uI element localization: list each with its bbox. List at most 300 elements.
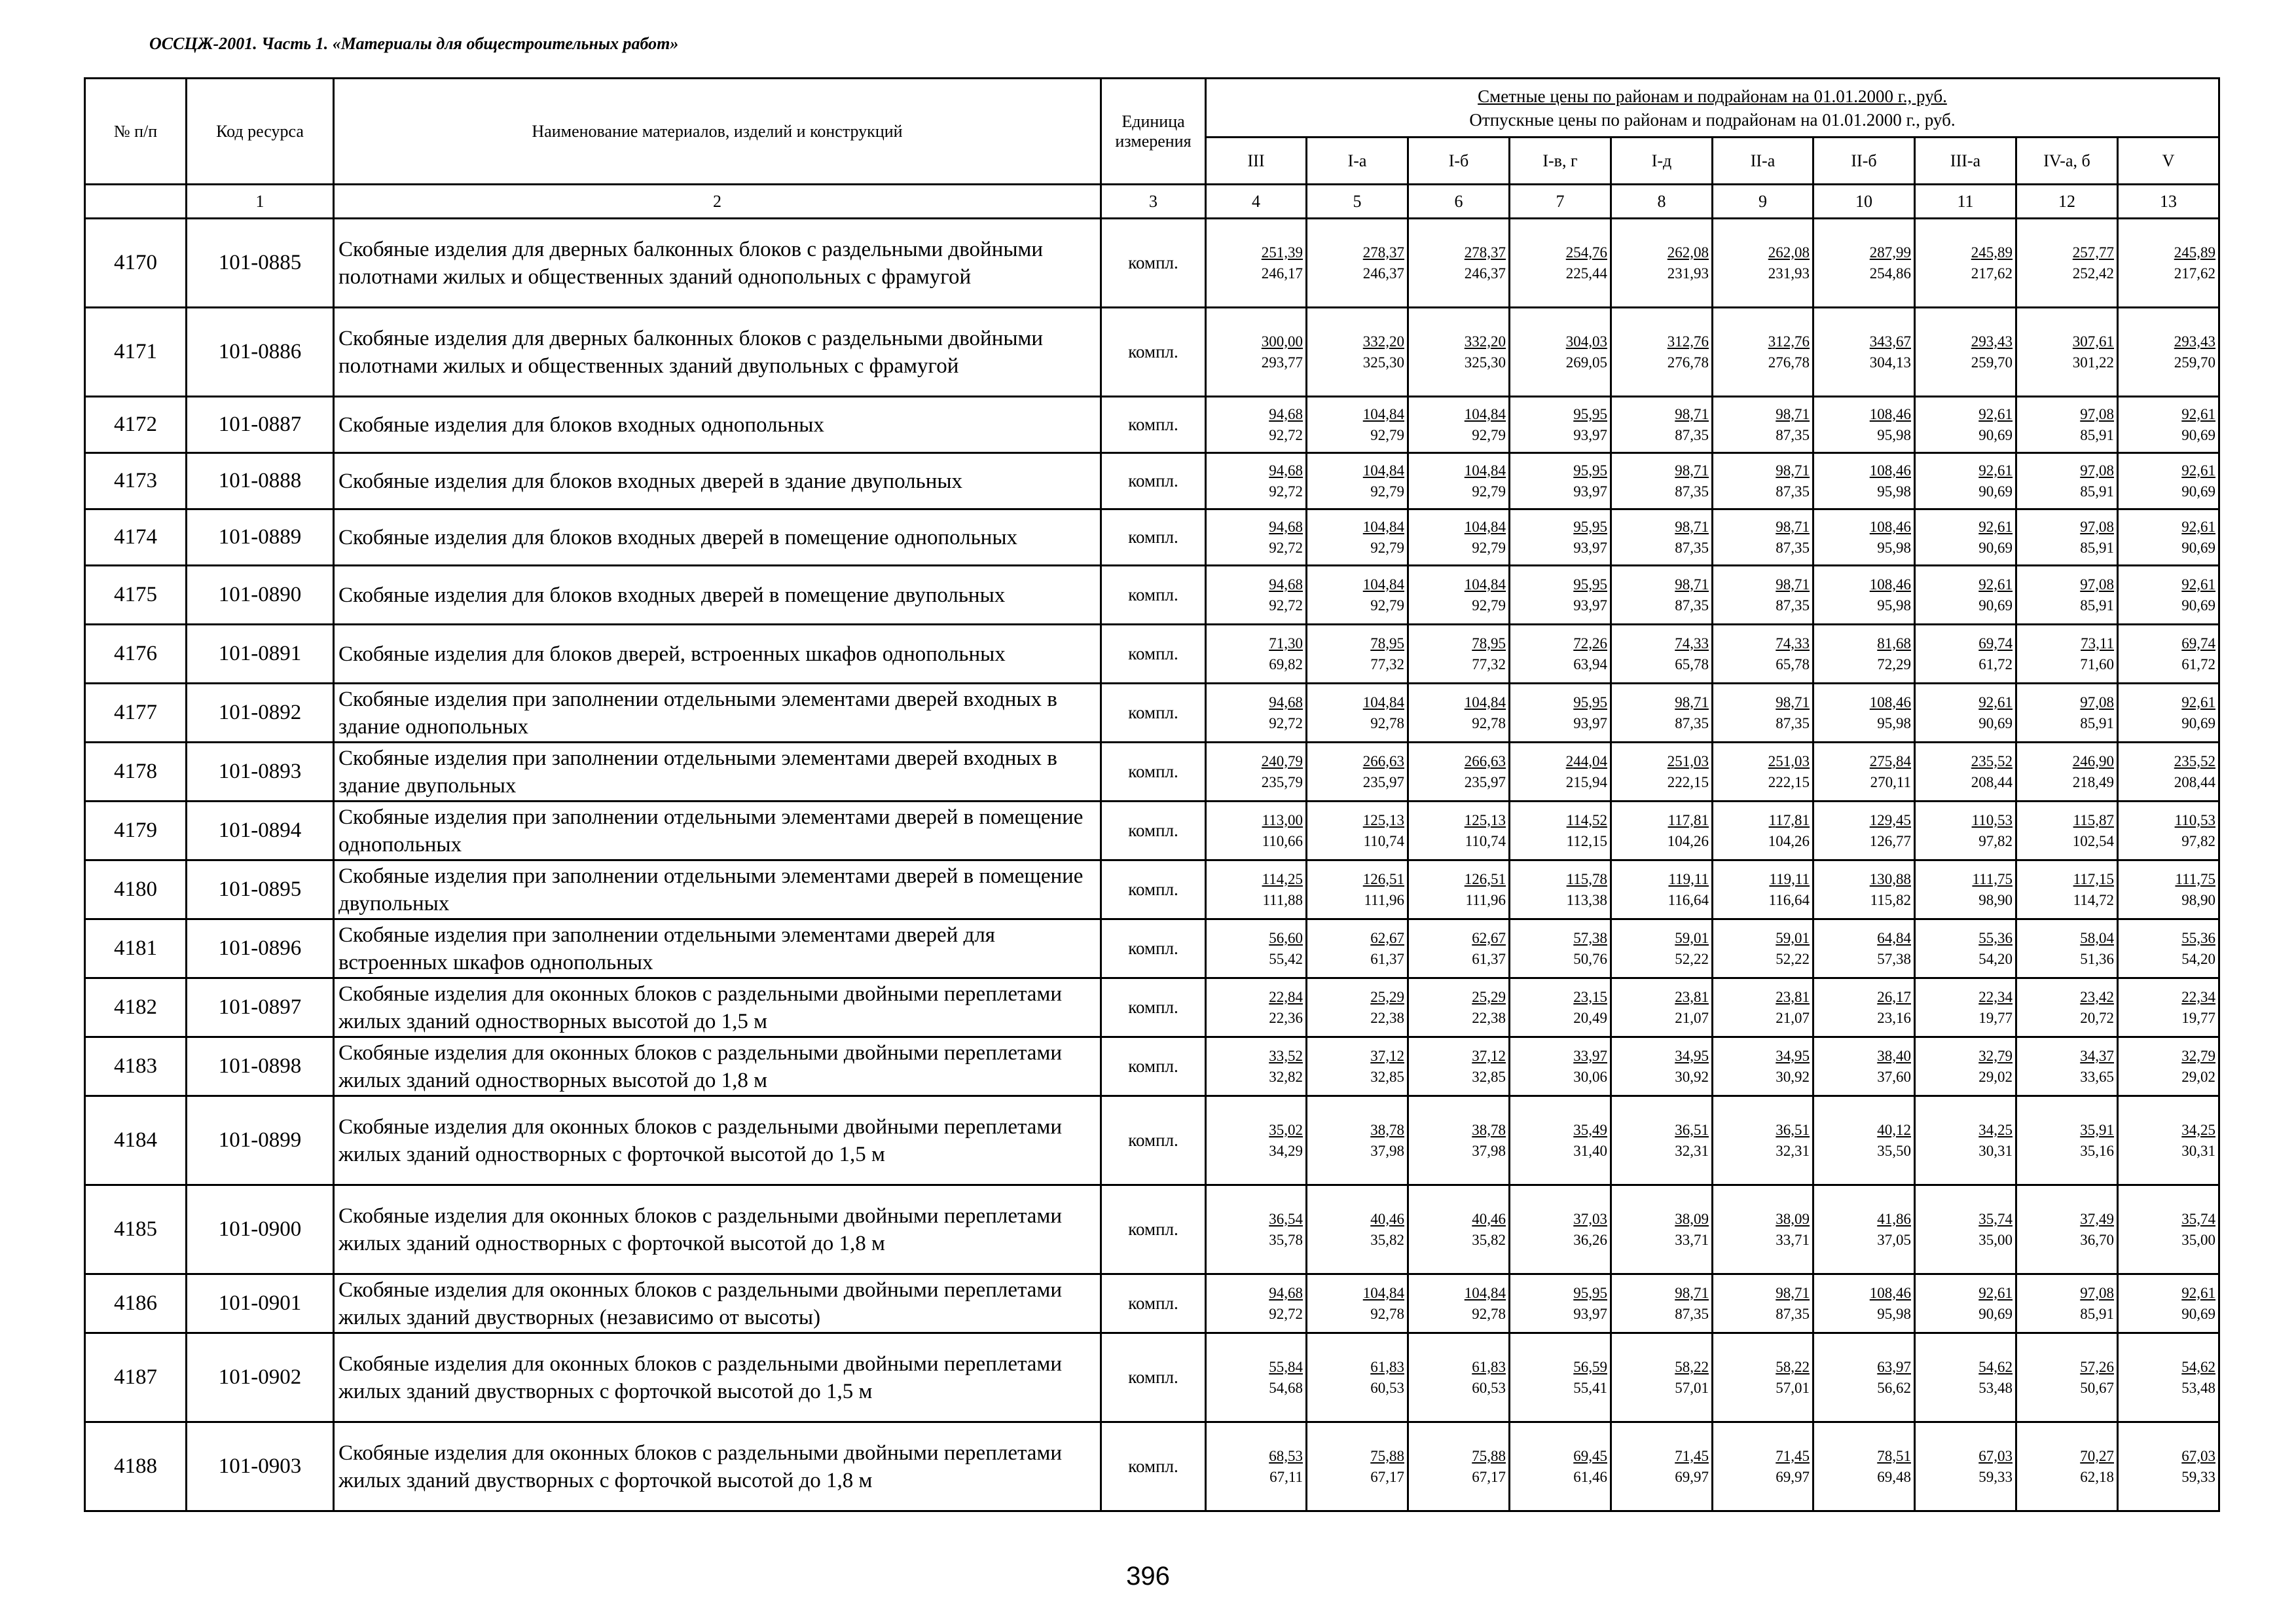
price-cell [2118,919,2219,978]
release-price: 33,71 [1675,1231,1709,1248]
estimate-price: 55,84 [1269,1358,1303,1375]
release-price: 87,35 [1776,1305,1810,1322]
price-cell [1915,1037,2016,1096]
release-price: 90,69 [1978,426,2013,443]
row-number: 4177 [85,684,187,743]
price-cell [1510,566,1611,625]
release-price: 87,35 [1776,483,1810,500]
estimate-price: 92,61 [1978,1284,2013,1301]
estimate-price: 110,53 [2174,811,2215,828]
price-cell [1510,978,1611,1037]
estimate-price: 98,71 [1776,576,1810,593]
price-cell [1307,1274,1408,1333]
material-name: Скобяные изделия для блоков входных дверей в помещение однопольных [334,509,1101,566]
release-price: 217,62 [2174,265,2215,282]
row-number: 4174 [85,509,187,566]
release-price: 92,79 [1370,483,1404,500]
column-number: 3 [1101,185,1206,219]
price-cell [1713,1422,1813,1511]
release-price: 61,72 [1978,655,2013,673]
price-cell [1307,743,1408,802]
price-cell [1915,219,2016,308]
release-price: 69,97 [1776,1468,1810,1485]
price-cell [1408,1422,1510,1511]
estimate-price: 56,60 [1269,929,1303,946]
estimate-price: 240,79 [1261,752,1303,769]
price-cell [1813,453,1915,509]
estimate-price: 92,61 [2181,462,2215,479]
price-cell [1408,566,1510,625]
price-cell [1611,1274,1713,1333]
release-price: 63,94 [1573,655,1607,673]
column-number: 1 [187,185,334,219]
price-cell [2118,1274,2219,1333]
estimate-price: 59,01 [1776,929,1810,946]
price-cell [1611,1037,1713,1096]
release-price: 293,77 [1261,354,1303,371]
release-price: 95,98 [1877,597,1911,614]
price-cell [1611,308,1713,397]
table-row [85,1185,2219,1274]
estimate-price: 71,45 [1776,1447,1810,1464]
price-cell [2118,743,2219,802]
resource-code: 101-0897 [187,978,334,1037]
estimate-price: 104,84 [1464,1284,1506,1301]
price-cell [1510,743,1611,802]
estimate-price: 37,03 [1573,1210,1607,1227]
price-cell [1307,509,1408,566]
price-cell [1510,1333,1611,1422]
release-price: 69,48 [1877,1468,1911,1485]
price-cell [1611,397,1713,453]
release-price: 92,79 [1472,597,1506,614]
unit-of-measure: компл. [1101,566,1206,625]
release-price: 215,94 [1565,773,1607,790]
price-cell [2118,397,2219,453]
release-price: 35,50 [1877,1142,1911,1159]
estimate-price: 41,86 [1877,1210,1911,1227]
row-number: 4179 [85,802,187,860]
release-price: 235,97 [1464,773,1506,790]
estimate-price: 69,74 [2181,635,2215,652]
page-number: 396 [1126,1562,1170,1591]
release-price: 95,98 [1877,714,1911,731]
release-price: 37,60 [1877,1068,1911,1085]
price-cell [2118,978,2219,1037]
price-cell [2016,743,2118,802]
running-header: ОССЦЖ-2001. Часть 1. «Материалы для общестроительных работ» [149,34,679,53]
release-price: 71,60 [2080,655,2114,673]
row-number: 4181 [85,919,187,978]
price-cell [1611,978,1713,1037]
price-cell [1408,919,1510,978]
price-cell [1915,919,2016,978]
material-name: Скобяные изделия для дверных балконных блоков с раздельными двойными полотнами жилых и общественных зданий однопольных с фрамугой [334,219,1101,308]
estimate-price: 98,71 [1675,405,1709,422]
estimate-price: 97,08 [2080,576,2114,593]
estimate-price: 69,74 [1978,635,2013,652]
estimate-price: 117,81 [1768,811,1810,828]
estimate-price: 117,81 [1667,811,1709,828]
release-price: 61,72 [2181,655,2215,673]
price-cell [1307,453,1408,509]
release-price: 92,79 [1370,539,1404,556]
region-header: V [2118,138,2219,185]
estimate-price: 119,11 [1769,870,1810,887]
price-cell [1713,219,1813,308]
estimate-price: 244,04 [1565,752,1607,769]
estimate-price: 92,61 [2181,693,2215,710]
release-price: 246,37 [1464,265,1506,282]
resource-code: 101-0891 [187,625,334,684]
estimate-price: 98,71 [1675,576,1709,593]
price-cell [1915,802,2016,860]
release-price: 85,91 [2080,426,2114,443]
resource-code: 101-0898 [187,1037,334,1096]
release-price: 259,70 [2174,354,2215,371]
release-price: 301,22 [2072,354,2114,371]
price-cell [1813,684,1915,743]
estimate-price: 257,77 [2072,244,2114,261]
price-cell [1307,219,1408,308]
release-price: 65,78 [1776,655,1810,673]
material-name: Скобяные изделия при заполнении отдельными элементами дверей входных в здание двупольных [334,743,1101,802]
estimate-price: 98,71 [1675,462,1709,479]
estimate-price: 92,61 [1978,405,2013,422]
price-cell [2016,1096,2118,1185]
price-cell [1611,566,1713,625]
price-cell [1307,1185,1408,1274]
material-name: Скобяные изделия для оконных блоков с раздельными двойными переплетами жилых зданий одностворных с форточкой высотой до 1,5 м [334,1096,1101,1185]
price-cell [2118,1333,2219,1422]
price-cell [1713,743,1813,802]
estimate-price: 58,22 [1675,1358,1709,1375]
estimate-price: 35,49 [1573,1121,1607,1138]
price-cell [2016,1185,2118,1274]
estimate-price: 67,03 [1978,1447,2013,1464]
resource-code: 101-0885 [187,219,334,308]
material-name: Скобяные изделия при заполнении отдельными элементами дверей в помещение однопольных [334,802,1101,860]
estimate-price: 312,76 [1768,333,1810,350]
table-row [85,509,2219,566]
price-cell [1307,860,1408,919]
price-cell [1713,453,1813,509]
price-cell [1713,1185,1813,1274]
price-cell [1611,1422,1713,1511]
price-cell [1510,308,1611,397]
estimate-price: 129,45 [1869,811,1911,828]
price-cell [1611,684,1713,743]
release-price: 50,76 [1573,950,1607,967]
table-row [85,1037,2219,1096]
price-cell [2016,802,2118,860]
estimate-price: 58,22 [1776,1358,1810,1375]
release-price: 92,79 [1472,539,1506,556]
release-price: 225,44 [1565,265,1607,282]
price-cell [1611,1096,1713,1185]
estimate-price: 94,68 [1269,462,1303,479]
estimate-price: 38,78 [1370,1121,1404,1138]
release-price: 37,98 [1472,1142,1506,1159]
table-body [85,219,2219,1511]
row-number: 4186 [85,1274,187,1333]
table-row [85,978,2219,1037]
estimate-price: 108,46 [1869,518,1911,535]
price-cell [1408,625,1510,684]
release-price: 60,53 [1370,1379,1404,1396]
estimate-price: 70,27 [2080,1447,2114,1464]
material-name: Скобяные изделия для оконных блоков с раздельными двойными переплетами жилых зданий одностворных высотой до 1,8 м [334,1037,1101,1096]
release-price: 35,82 [1370,1231,1404,1248]
price-cell [1408,1274,1510,1333]
release-price: 276,78 [1768,354,1810,371]
estimate-price: 33,52 [1269,1047,1303,1064]
estimate-price: 75,88 [1472,1447,1506,1464]
price-cell [1813,1333,1915,1422]
estimate-price: 33,97 [1573,1047,1607,1064]
estimate-price: 62,67 [1370,929,1404,946]
material-name: Скобяные изделия при заполнении отдельными элементами дверей для встроенных шкафов однопольных [334,919,1101,978]
release-price: 90,69 [2181,714,2215,731]
price-cell [2016,1274,2118,1333]
price-cell [1813,1037,1915,1096]
estimate-price: 37,12 [1370,1047,1404,1064]
estimate-price: 23,15 [1573,988,1607,1005]
release-price: 32,82 [1269,1068,1303,1085]
material-name: Скобяные изделия для блоков входных однопольных [334,397,1101,453]
release-price: 21,07 [1776,1009,1810,1026]
price-cell [1813,219,1915,308]
release-price: 50,67 [2080,1379,2114,1396]
price-cell [1813,1096,1915,1185]
price-cell [1510,397,1611,453]
price-cell [1307,1333,1408,1422]
estimate-price: 69,45 [1573,1447,1607,1464]
price-cell [1408,509,1510,566]
release-price: 110,74 [1363,832,1404,849]
price-cell [2118,1185,2219,1274]
price-cell [2118,802,2219,860]
price-cell [1510,509,1611,566]
release-price: 30,92 [1776,1068,1810,1085]
price-cell [1206,802,1307,860]
release-price: 67,17 [1472,1468,1506,1485]
estimate-price: 104,84 [1362,462,1404,479]
column-number: 8 [1611,185,1713,219]
release-price: 92,72 [1269,483,1303,500]
table-row [85,397,2219,453]
price-cell [1713,1333,1813,1422]
estimate-price: 117,15 [2073,870,2114,887]
estimate-price: 62,67 [1472,929,1506,946]
price-cell [1611,509,1713,566]
material-name: Скобяные изделия для блоков дверей, встроенных шкафов однопольных [334,625,1101,684]
price-cell [1206,397,1307,453]
release-price: 29,02 [1978,1068,2013,1085]
price-cell [2118,509,2219,566]
price-cell [2016,1333,2118,1422]
estimate-price: 38,78 [1472,1121,1506,1138]
release-price: 93,97 [1573,1305,1607,1322]
column-number: 11 [1915,185,2016,219]
release-price: 90,69 [1978,1305,2013,1322]
estimate-price: 68,53 [1269,1447,1303,1464]
price-cell [1307,1422,1408,1511]
estimate-price: 114,52 [1566,811,1607,828]
estimate-price: 59,01 [1675,929,1709,946]
estimate-price: 95,95 [1573,462,1607,479]
header-name: Наименование материалов, изделий и конструкций [334,79,1101,185]
estimate-price: 104,84 [1362,576,1404,593]
estimate-price: 98,71 [1776,518,1810,535]
material-name: Скобяные изделия для оконных блоков с раздельными двойными переплетами жилых зданий двустворных с форточкой высотой до 1,8 м [334,1422,1101,1511]
release-price: 116,64 [1667,891,1709,908]
release-price: 87,35 [1675,426,1709,443]
estimate-price: 104,84 [1464,518,1506,535]
release-price: 23,16 [1877,1009,1911,1026]
price-cell [1510,1274,1611,1333]
price-cell [2016,625,2118,684]
estimate-price: 97,08 [2080,462,2114,479]
estimate-price: 92,61 [1978,693,2013,710]
release-price: 65,78 [1675,655,1709,673]
release-price: 57,01 [1776,1379,1810,1396]
price-cell [1713,509,1813,566]
release-price: 90,69 [2181,1305,2215,1322]
release-price: 60,53 [1472,1379,1506,1396]
price-cell [1408,1185,1510,1274]
release-price: 259,70 [1971,354,2013,371]
release-price: 87,35 [1675,597,1709,614]
price-cell [1206,219,1307,308]
estimate-price: 125,13 [1464,811,1506,828]
column-number: 7 [1510,185,1611,219]
resource-code: 101-0890 [187,566,334,625]
release-price: 93,97 [1573,539,1607,556]
table-row [85,1274,2219,1333]
region-header: III-а [1915,138,2016,185]
estimate-price: 343,67 [1869,333,1911,350]
prices-title-release: Отпускные цены по районам и подрайонам на 01.01.2000 г., руб. [1469,109,1956,130]
price-cell [1611,625,1713,684]
estimate-price: 108,46 [1869,462,1911,479]
price-cell [1713,566,1813,625]
table-row [85,1333,2219,1422]
material-name: Скобяные изделия для блоков входных дверей в здание двупольных [334,453,1101,509]
release-price: 93,97 [1573,714,1607,731]
estimate-price: 23,42 [2080,988,2114,1005]
estimate-price: 108,46 [1869,576,1911,593]
material-name: Скобяные изделия для оконных блоков с раздельными двойными переплетами жилых зданий одностворных высотой до 1,5 м [334,978,1101,1037]
estimate-price: 95,95 [1573,576,1607,593]
release-price: 95,98 [1877,539,1911,556]
estimate-price: 56,59 [1573,1358,1607,1375]
estimate-price: 92,61 [2181,518,2215,535]
release-price: 231,93 [1768,265,1810,282]
resource-code: 101-0893 [187,743,334,802]
price-cell [1915,566,2016,625]
release-price: 77,32 [1472,655,1506,673]
release-price: 35,00 [1978,1231,2013,1248]
release-price: 33,65 [2080,1068,2114,1085]
release-price: 85,91 [2080,539,2114,556]
estimate-price: 34,95 [1776,1047,1810,1064]
estimate-price: 22,34 [2181,988,2215,1005]
unit-of-measure: компл. [1101,1333,1206,1422]
release-price: 95,98 [1877,1305,1911,1322]
column-number: 12 [2016,185,2118,219]
estimate-price: 54,62 [2181,1358,2215,1375]
release-price: 69,82 [1269,655,1303,673]
estimate-price: 67,03 [2181,1447,2215,1464]
release-price: 95,98 [1877,483,1911,500]
estimate-price: 32,79 [2181,1047,2215,1064]
price-table [84,77,2220,1512]
table-row [85,684,2219,743]
estimate-price: 34,95 [1675,1047,1709,1064]
estimate-price: 73,11 [2081,635,2114,652]
price-cell [2016,397,2118,453]
resource-code: 101-0900 [187,1185,334,1274]
price-cell [1206,1037,1307,1096]
release-price: 67,17 [1370,1468,1404,1485]
unit-of-measure: компл. [1101,1274,1206,1333]
release-price: 56,62 [1877,1379,1911,1396]
release-price: 110,66 [1262,832,1303,849]
release-price: 92,79 [1370,597,1404,614]
price-cell [2016,509,2118,566]
price-cell [1307,978,1408,1037]
estimate-price: 34,25 [1978,1121,2013,1138]
estimate-price: 61,83 [1472,1358,1506,1375]
release-price: 93,97 [1573,426,1607,443]
price-cell [1206,978,1307,1037]
release-price: 87,35 [1776,539,1810,556]
release-price: 102,54 [2072,832,2114,849]
release-price: 90,69 [1978,597,2013,614]
release-price: 111,96 [1465,891,1506,908]
price-cell [2118,1422,2219,1511]
price-cell [2118,1037,2219,1096]
estimate-price: 38,40 [1877,1047,1911,1064]
estimate-price: 55,36 [2181,929,2215,946]
estimate-price: 293,43 [2174,333,2215,350]
release-price: 92,72 [1269,714,1303,731]
release-price: 92,72 [1269,426,1303,443]
release-price: 270,11 [1870,773,1911,790]
estimate-price: 40,12 [1877,1121,1911,1138]
release-price: 231,93 [1667,265,1709,282]
release-price: 36,70 [2080,1231,2114,1248]
price-cell [1206,1096,1307,1185]
region-header: II-а [1713,138,1813,185]
estimate-price: 275,84 [1869,752,1911,769]
region-header: I-д [1611,138,1713,185]
release-price: 30,92 [1675,1068,1709,1085]
region-header: I-а [1307,138,1408,185]
estimate-price: 104,84 [1464,576,1506,593]
release-price: 92,72 [1269,1305,1303,1322]
unit-of-measure: компл. [1101,509,1206,566]
price-cell [1611,919,1713,978]
table-row [85,1096,2219,1185]
resource-code: 101-0887 [187,397,334,453]
release-price: 304,13 [1869,354,1911,371]
estimate-price: 287,99 [1869,244,1911,261]
release-price: 87,35 [1776,714,1810,731]
price-cell [1813,1422,1915,1511]
column-number: 5 [1307,185,1408,219]
